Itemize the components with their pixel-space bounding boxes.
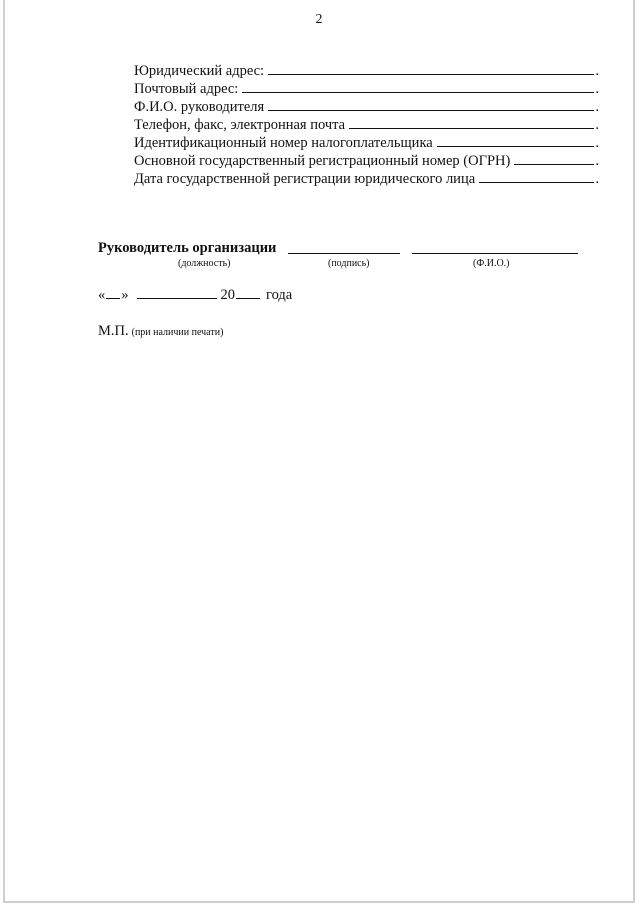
field-label: Почтовый адрес: <box>134 81 239 97</box>
field-end: . <box>595 99 599 115</box>
date-day-blank <box>106 286 120 299</box>
document-page <box>3 0 635 903</box>
field-label: Ф.И.О. руководителя <box>134 99 265 115</box>
field-ogrn <box>134 152 599 170</box>
fill-line <box>268 62 594 75</box>
field-inn <box>134 134 599 152</box>
field-end: . <box>595 135 599 151</box>
field-legal-address <box>134 62 599 80</box>
fill-line <box>349 116 594 129</box>
date-year-blank <box>236 286 260 299</box>
stamp-label: М.П. <box>98 323 129 339</box>
caption-name: (Ф.И.О.) <box>473 258 510 269</box>
caption-position: (должность) <box>178 258 231 269</box>
field-label: Основной государственный регистрационный номер (ОГРН) <box>134 153 511 169</box>
fill-line <box>268 98 594 111</box>
date-close-quote: » <box>121 287 129 303</box>
field-end: . <box>595 63 599 79</box>
signature-line-position <box>288 253 400 254</box>
organization-fields <box>134 62 599 188</box>
field-end: . <box>595 117 599 133</box>
date-month-blank <box>137 286 217 299</box>
field-end: . <box>595 153 599 169</box>
fill-line <box>437 134 595 147</box>
fill-line <box>479 170 594 183</box>
caption-signature: (подпись) <box>328 258 370 269</box>
field-postal-address <box>134 80 599 98</box>
signature-label: Руководитель организации <box>98 240 277 256</box>
fill-line <box>242 80 594 93</box>
field-label: Юридический адрес: <box>134 63 265 79</box>
date-year-suffix: года <box>266 287 293 303</box>
field-director-name <box>134 98 599 116</box>
signature-line-name <box>412 253 578 254</box>
signature-row <box>98 240 588 258</box>
fill-line <box>514 152 594 165</box>
stamp-line <box>98 323 223 340</box>
signature-block <box>98 240 588 272</box>
field-contacts <box>134 116 599 134</box>
signature-captions <box>98 258 588 272</box>
field-label: Телефон, факс, электронная почта <box>134 117 346 133</box>
field-label: Дата государственной регистрации юридического лица <box>134 171 476 187</box>
date-year-prefix: 20 <box>220 287 235 303</box>
field-registration-date <box>134 170 599 188</box>
date-open-quote: « <box>98 287 106 303</box>
field-label: Идентификационный номер налогоплательщика <box>134 135 433 151</box>
date-line <box>98 286 292 304</box>
field-end: . <box>595 81 599 97</box>
stamp-note: (при наличии печати) <box>131 327 224 338</box>
page-number: 2 <box>315 12 323 27</box>
field-end: . <box>595 171 599 187</box>
